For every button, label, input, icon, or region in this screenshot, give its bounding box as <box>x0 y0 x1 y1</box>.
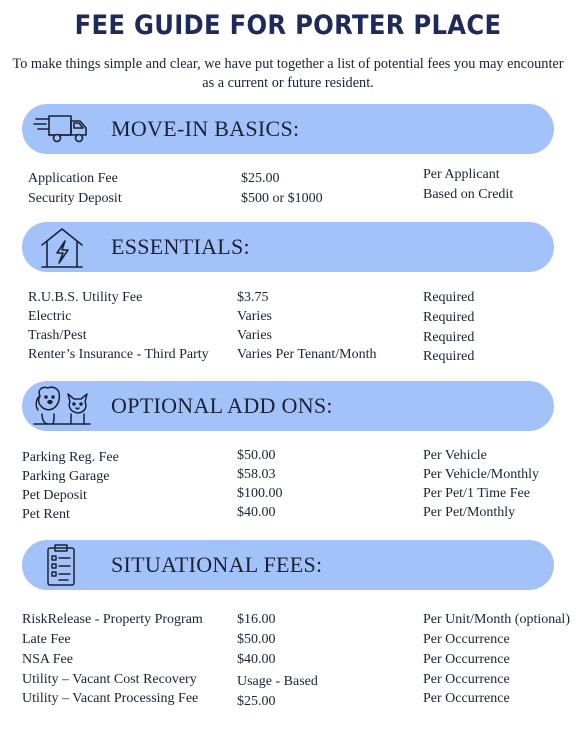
fee-note: Per Vehicle/Monthly <box>423 467 540 482</box>
fee-amount: $100.00 <box>237 486 283 501</box>
fee-note: Per Pet/1 Time Fee <box>423 486 530 501</box>
section-heading: ESSENTIALS: <box>111 234 250 259</box>
fee-note: Required <box>423 330 475 345</box>
fee-note: Required <box>423 290 475 305</box>
section-header-move-in-basics <box>22 104 554 154</box>
truck-icon <box>32 107 92 151</box>
fee-note: Per Occurrence <box>423 672 510 687</box>
house-lightning-icon <box>32 225 92 269</box>
fee-amount: Varies <box>237 309 272 324</box>
fee-note: Per Occurrence <box>423 632 510 647</box>
dog-and-cat-icon <box>32 384 92 428</box>
fee-amount: $50.00 <box>237 448 276 463</box>
fee-amount: $16.00 <box>237 612 276 627</box>
fee-row <box>0 187 576 211</box>
fee-note: Per Applicant <box>423 167 500 182</box>
fee-note: Based on Credit <box>423 187 514 202</box>
fee-note: Per Vehicle <box>423 448 487 463</box>
fee-name: RiskRelease - Property Program <box>22 612 203 627</box>
clipboard-checklist-icon <box>32 543 92 587</box>
fee-row <box>0 612 576 632</box>
fee-name: R.U.B.S. Utility Fee <box>28 290 143 305</box>
fee-name: Late Fee <box>22 632 71 647</box>
fee-note: Per Occurrence <box>423 652 510 667</box>
fee-name: Application Fee <box>28 171 118 186</box>
fee-row <box>0 328 576 348</box>
fee-note: Per Pet/Monthly <box>423 505 516 520</box>
fee-name: Parking Garage <box>22 469 110 484</box>
fee-note: Per Occurrence <box>423 691 510 706</box>
fee-name: Pet Deposit <box>22 488 87 503</box>
fee-amount: $58.03 <box>237 467 276 482</box>
fee-amount: $40.00 <box>237 652 276 667</box>
section-heading: SITUATIONAL FEES: <box>111 552 323 577</box>
fee-name: Trash/Pest <box>28 328 87 343</box>
section-header-situational-fees <box>22 540 554 590</box>
fee-row <box>0 632 576 652</box>
fee-amount: Varies Per Tenant/Month <box>237 347 377 362</box>
fee-name: Utility – Vacant Processing Fee <box>22 691 199 706</box>
fee-row <box>0 347 576 367</box>
fee-amount: $50.00 <box>237 632 276 647</box>
fee-name: Renter’s Insurance - Third Party <box>28 347 209 362</box>
fee-amount: $3.75 <box>237 290 269 305</box>
fee-row <box>0 290 576 310</box>
section-heading: OPTIONAL ADD ONS: <box>111 393 333 418</box>
fee-note: Required <box>423 310 475 325</box>
fee-name: Electric <box>28 309 72 324</box>
fee-amount: Varies <box>237 328 272 343</box>
fee-note: Per Unit/Month (optional) <box>423 612 570 627</box>
section-header-optional-add-ons <box>22 381 554 431</box>
fee-amount: $25.00 <box>237 694 276 709</box>
section-header-essentials <box>22 222 554 272</box>
fee-name: Pet Rent <box>22 507 70 522</box>
fee-amount: Usage - Based <box>237 674 318 689</box>
fee-amount: $25.00 <box>241 171 280 186</box>
fee-name: NSA Fee <box>22 652 73 667</box>
fee-amount: $40.00 <box>237 505 276 520</box>
fee-note: Required <box>423 349 475 364</box>
fee-name: Utility – Vacant Cost Recovery <box>22 672 197 687</box>
fee-row <box>0 507 576 527</box>
fee-row <box>0 672 576 692</box>
page-title: FEE GUIDE FOR PORTER PLACE <box>74 10 502 41</box>
section-heading: MOVE-IN BASICS: <box>111 116 300 141</box>
fee-name: Security Deposit <box>28 191 122 206</box>
fee-amount: $500 or $1000 <box>241 191 323 206</box>
fee-name: Parking Reg. Fee <box>22 450 119 465</box>
fee-row <box>0 691 576 711</box>
fee-row <box>0 652 576 672</box>
intro-text: To make things simple and clear, we have put together a list of potential fees you may encounter as a current or future resident. <box>12 56 564 91</box>
fee-row <box>0 309 576 329</box>
